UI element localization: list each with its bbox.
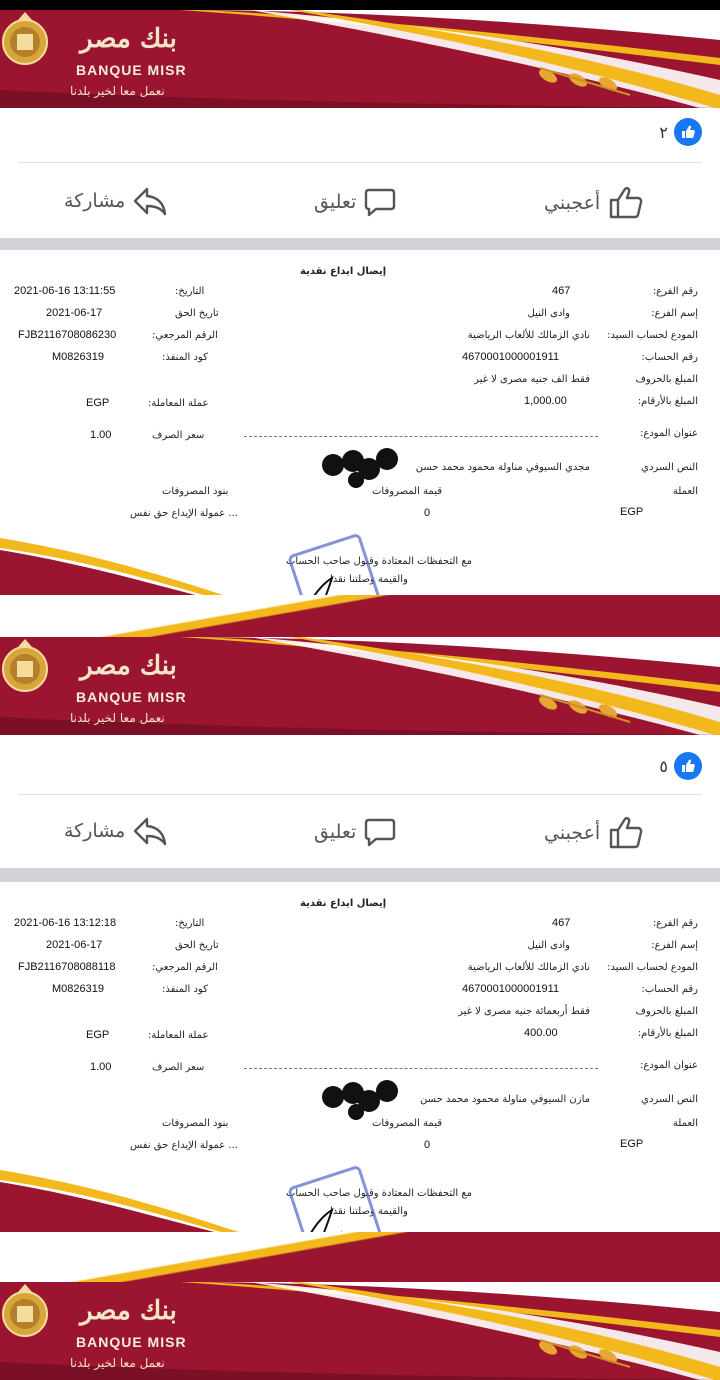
deposit-receipt — [0, 882, 720, 1232]
value-amount-words: فقط أربعمائة جنيه مصرى لا غير — [458, 1006, 590, 1017]
label-currency: العملة — [672, 486, 698, 497]
status-bar — [0, 0, 720, 10]
label-currency: العملة — [672, 1118, 698, 1129]
bank-banner — [0, 10, 720, 108]
like-reaction-icon — [674, 118, 702, 146]
feed-separator — [0, 868, 720, 882]
label-expense-value: قيمة المصروفات — [372, 486, 442, 497]
value-transaction-currency: EGP — [86, 397, 110, 409]
banner-fill — [0, 595, 720, 637]
label-executor-code: كود المنفذ: — [162, 984, 208, 995]
address-line — [244, 436, 598, 437]
value-expense: 0 — [424, 507, 431, 519]
label-reference: الرقم المرجعي: — [152, 962, 218, 973]
comment-icon — [364, 816, 396, 848]
value-value-date: 2021-06-17 — [46, 307, 103, 319]
label-depositor-address: عنوان المودع: — [639, 428, 698, 439]
value-executor-code: M0826319 — [52, 983, 104, 995]
redaction-mark — [376, 448, 398, 470]
label-expense-items: بنود المصروفات — [162, 1118, 229, 1129]
bank-banner — [0, 595, 720, 735]
redaction-mark — [348, 472, 364, 488]
reaction-count: ٥ — [659, 756, 668, 776]
redaction-mark — [376, 1080, 398, 1102]
label-transaction-currency: عملة المعاملة: — [148, 1030, 209, 1041]
comment-icon — [364, 186, 396, 218]
comment-label: تعليق — [314, 191, 357, 213]
like-button[interactable] — [544, 186, 644, 220]
footer-line-1: مع التحفظات المعتادة وقبول صاحب الحساب — [286, 556, 473, 567]
value-exchange-rate: 1.00 — [90, 429, 112, 441]
value-exchange-rate: 1.00 — [90, 1061, 112, 1073]
label-depositor-for: المودع لحساب السيد: — [607, 962, 698, 973]
value-date: 2021-06-16 13:12:18 — [14, 917, 117, 929]
redaction-mark — [348, 1104, 364, 1120]
value-account-no: 4670001000001911 — [462, 351, 560, 363]
value-amount-number: 1,000.00 — [524, 395, 567, 407]
redaction-mark — [322, 1086, 344, 1108]
footer-line-2: والقيمة وصلتنا نقدا — [330, 574, 408, 585]
address-line — [244, 1068, 598, 1069]
label-branch-no: رقم الفرع: — [652, 918, 698, 929]
value-narrative: مازن السيوفي مناولة محمود محمد حسن — [420, 1094, 590, 1105]
label-date: التاريخ: — [175, 286, 205, 297]
value-currency: EGP — [620, 506, 644, 518]
label-transaction-currency: عملة المعاملة: — [148, 398, 209, 409]
value-amount-number: 400.00 — [524, 1027, 558, 1039]
label-value-date: تاريخ الحق — [175, 308, 219, 319]
feed-separator — [0, 238, 720, 250]
value-branch-no: 467 — [552, 285, 571, 297]
label-amount-number: المبلغ بالأرقام: — [637, 1028, 698, 1039]
footer-line-1: مع التحفظات المعتادة وقبول صاحب الحساب — [286, 1188, 473, 1199]
bank-name-arabic: بنك مصر — [80, 24, 177, 54]
receipt-title: إيصال ايداع نقدية — [300, 898, 387, 909]
value-depositor-for: نادي الزمالك للألعاب الرياضية — [467, 962, 590, 973]
value-date: 2021-06-16 13:11:55 — [14, 285, 116, 297]
label-date: التاريخ: — [175, 918, 205, 929]
bank-slogan: نعمل معا لخير بلدنا — [70, 84, 165, 98]
value-branch-no: 467 — [552, 917, 571, 929]
value-value-date: 2021-06-17 — [46, 939, 103, 951]
label-amount-number: المبلغ بالأرقام: — [637, 396, 698, 407]
label-depositor-for: المودع لحساب السيد: — [607, 330, 698, 341]
value-branch-name: وادى النيل — [527, 940, 570, 951]
divider — [18, 794, 702, 795]
bank-name-arabic: بنك مصر — [80, 651, 177, 681]
label-account-no: رقم الحساب: — [641, 984, 698, 995]
value-amount-words: فقط الف جنيه مصرى لا غير — [474, 374, 590, 385]
value-branch-name: وادى النيل — [527, 308, 570, 319]
label-amount-words: المبلغ بالحروف — [635, 374, 698, 385]
share-icon — [133, 186, 167, 216]
bank-slogan: نعمل معا لخير بلدنا — [70, 711, 165, 725]
bank-slogan: نعمل معا لخير بلدنا — [70, 1356, 165, 1370]
reaction-summary[interactable] — [659, 118, 702, 146]
label-expense-value: قيمة المصروفات — [372, 1118, 442, 1129]
receipt-title: إيصال ايداع نقدية — [300, 266, 387, 277]
like-label: أعجبني — [544, 822, 601, 844]
comment-button[interactable] — [314, 186, 396, 218]
label-value-date: تاريخ الحق — [175, 940, 219, 951]
bank-banner — [0, 1232, 720, 1380]
share-label: مشاركة — [64, 820, 126, 842]
like-reaction-icon — [674, 752, 702, 780]
label-narrative: النص السردي — [641, 462, 698, 473]
redaction-mark — [322, 454, 344, 476]
label-exchange-rate: سعر الصرف — [152, 430, 205, 441]
label-executor-code: كود المنفذ: — [162, 352, 208, 363]
value-transaction-currency: EGP — [86, 1029, 110, 1041]
value-executor-code: M0826319 — [52, 351, 104, 363]
reaction-count: ٢ — [659, 122, 668, 142]
deposit-receipt — [0, 250, 720, 595]
value-narrative: مجدي السيوفي مناولة محمود محمد حسن — [415, 462, 590, 473]
label-commission: ... عمولة الإيداع حق نفس — [130, 1140, 238, 1151]
like-label: أعجبني — [544, 192, 601, 214]
label-expense-items: بنود المصروفات — [162, 486, 229, 497]
bank-name-english: BANQUE MISR — [76, 689, 187, 705]
bank-name-english: BANQUE MISR — [76, 62, 187, 78]
comment-button[interactable] — [314, 816, 396, 848]
thumbs-up-icon — [608, 816, 644, 850]
value-account-no: 4670001000001911 — [462, 983, 560, 995]
label-depositor-address: عنوان المودع: — [639, 1060, 698, 1071]
label-exchange-rate: سعر الصرف — [152, 1062, 205, 1073]
share-label: مشاركة — [64, 190, 126, 212]
comment-label: تعليق — [314, 821, 357, 843]
thumbs-up-icon — [608, 186, 644, 220]
value-reference: FJB2116708086230 — [18, 329, 117, 341]
label-amount-words: المبلغ بالحروف — [635, 1006, 698, 1017]
label-commission: ... عمولة الإيداع حق نفس — [130, 508, 238, 519]
share-button[interactable] — [64, 186, 167, 216]
bank-name-english: BANQUE MISR — [76, 1334, 187, 1350]
footer-line-2: والقيمة وصلتنا نقدا — [330, 1206, 408, 1217]
label-reference: الرقم المرجعي: — [152, 330, 218, 341]
value-depositor-for: نادي الزمالك للألعاب الرياضية — [467, 330, 590, 341]
share-button[interactable] — [64, 816, 167, 846]
bank-seal-icon — [0, 10, 50, 68]
value-expense: 0 — [424, 1139, 431, 1151]
label-branch-name: إسم الفرع: — [651, 940, 698, 951]
value-reference: FJB2116708088118 — [18, 961, 116, 973]
post-actions — [0, 172, 720, 232]
banner-fill — [0, 1232, 720, 1282]
bank-seal-icon — [0, 1282, 50, 1340]
like-button[interactable] — [544, 816, 644, 850]
label-branch-name: إسم الفرع: — [651, 308, 698, 319]
bank-seal-icon — [0, 637, 50, 695]
value-currency: EGP — [620, 1138, 644, 1150]
reaction-summary[interactable] — [659, 752, 702, 780]
label-branch-no: رقم الفرع: — [652, 286, 698, 297]
label-narrative: النص السردي — [641, 1094, 698, 1105]
label-account-no: رقم الحساب: — [641, 352, 698, 363]
bank-name-arabic: بنك مصر — [80, 1296, 177, 1326]
divider — [18, 162, 702, 163]
post-actions — [0, 802, 720, 862]
share-icon — [133, 816, 167, 846]
